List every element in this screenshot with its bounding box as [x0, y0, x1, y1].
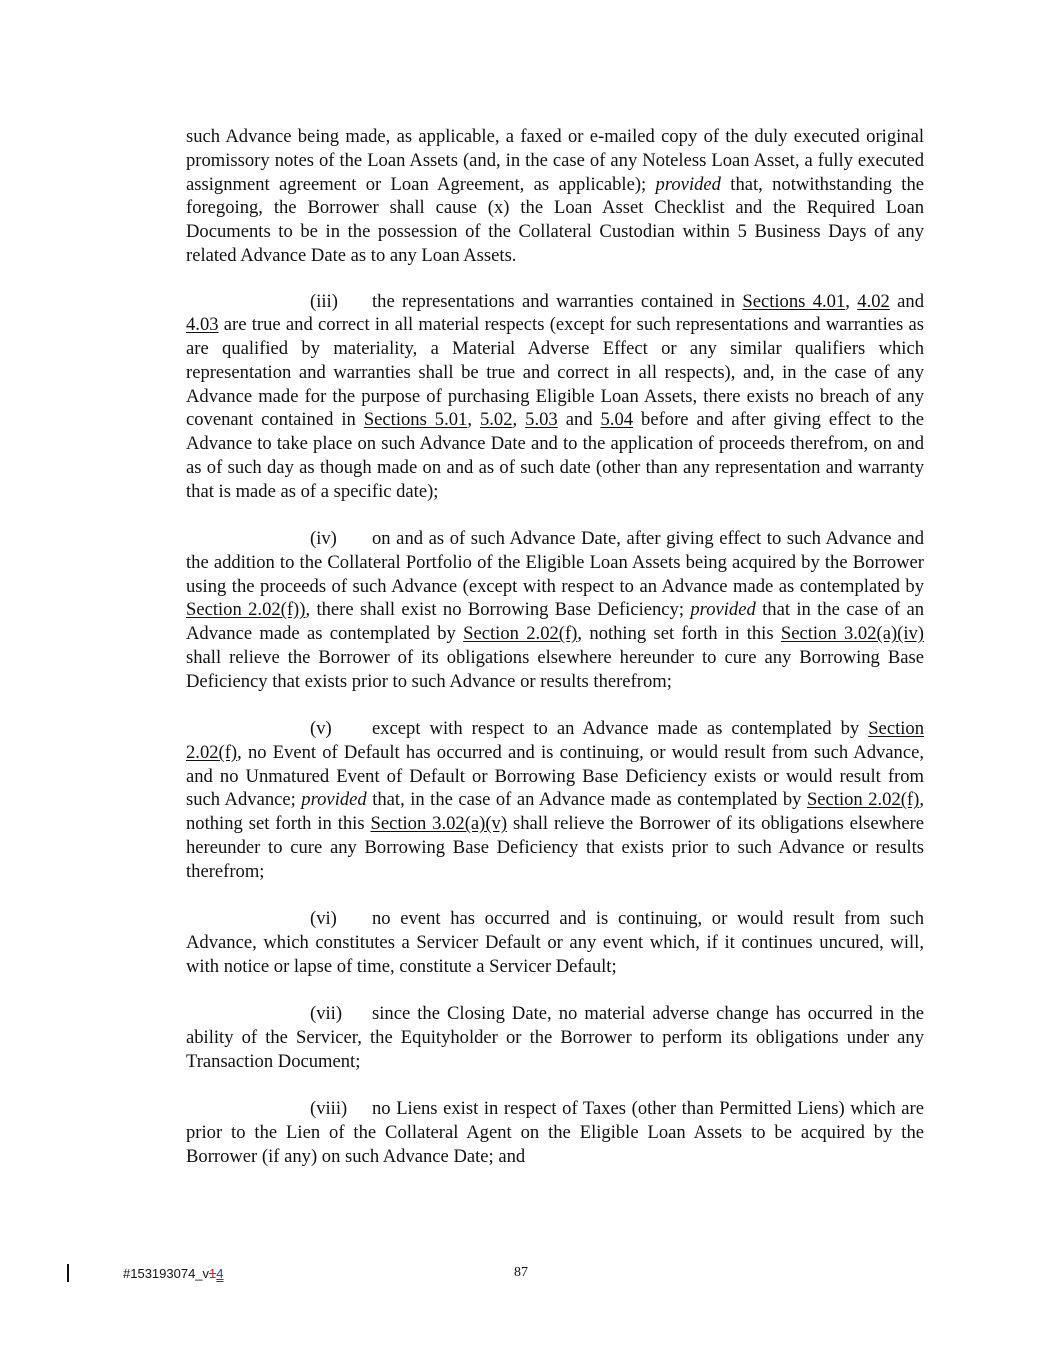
section-reference[interactable]: Sections 4.01 [742, 290, 846, 312]
clause-number: (iv) [310, 528, 337, 549]
text: , [845, 290, 858, 312]
section-reference[interactable]: Section 3.02(a)(v) [370, 813, 508, 834]
text: shall relieve the Borrower of its obligations elsewhere hereunder to cure any Borrowing Base Deficiency that exists prior to such Advance or results therefrom; [186, 646, 924, 692]
text: , nothing set forth in this [186, 789, 924, 834]
italic-term: provided [690, 599, 756, 621]
text: , no Event of Default has occurred and is continuing, or would result from such Advance, and no Unmatured Event of Default or Borrowing Base Deficiency exists or would result from such Advance; [186, 741, 924, 811]
clause-iii [186, 290, 924, 504]
section-reference[interactable]: 4.02 [857, 290, 890, 312]
document-id [123, 1266, 224, 1281]
text: , nothing set forth in this [577, 623, 781, 644]
text: no event has occurred and is continuing, or would result from such Advance, which constitutes a Servicer Default or any event which, if it continues uncured, will, with notice or lapse of time, constitute a Servicer Default; [186, 908, 924, 977]
text: that in the case of an Advance made as contemplated by [186, 599, 924, 644]
section-reference[interactable]: Section 2.02(f) [186, 718, 924, 763]
section-reference[interactable]: Section 3.02(a)(iv) [780, 623, 925, 644]
clause-vii [186, 1002, 924, 1073]
text: shall relieve the Borrower of its obligations elsewhere hereunder to cure any Borrowing Base Deficiency that exists prior to such Advance or results therefrom; [186, 813, 925, 882]
clause-number: (vii) [310, 1003, 343, 1024]
text: , [467, 409, 480, 431]
text: , there shall exist no Borrowing Base Deficiency; [305, 599, 691, 621]
section-reference[interactable]: Section 2.02(f) [806, 789, 920, 811]
italic-term: provided [301, 789, 367, 811]
clause-number: (iii) [310, 290, 338, 312]
clause-vi [186, 907, 924, 978]
text: no Liens exist in respect of Taxes (other than Permitted Liens) which are prior to the Lien of the Collateral Agent on the Eligible Loan Assets to be acquired by the Borrower (if any) on such Advance Date; and [186, 1098, 924, 1167]
text: such Advance being made, as applicable, a faxed or e-mailed copy of the duly executed original promissory notes of the Loan Assets (and, in the case of any Noteless Loan Asset, a fully executed assignment agreement or Loan Agreement, as applicable); [186, 126, 924, 195]
text: are true and correct in all material respects (except for such representations and warranties as are qualified by materiality, a Material Adverse Effect or any similar qualifiers which representation and warranties shall be true and correct in all respects), and, in the case of any Advance made for the purpose of purchasing Eligible Loan Assets, there exists no breach of any covenant contained in [186, 314, 924, 431]
doc-id-prefix: #153193074_v [123, 1266, 210, 1281]
italic-term: provided [655, 173, 721, 195]
text: that, in the case of an Advance made as contemplated by [366, 789, 807, 811]
version-deleted: 1 [209, 1266, 217, 1281]
section-reference[interactable]: Sections 5.01 [363, 409, 468, 431]
text: except with respect to an Advance made as contemplated by [372, 718, 869, 739]
intro-paragraph [186, 125, 924, 268]
text: the representations and warranties contained in [372, 290, 743, 312]
page-body [186, 125, 924, 1192]
text: and [889, 290, 925, 312]
section-reference[interactable]: Section 2.02(f) [463, 623, 578, 644]
page-number: 87 [514, 1265, 528, 1280]
clause-iv [186, 527, 924, 693]
text: since the Closing Date, no material adverse change has occurred in the ability of the Servicer, the Equityholder or the Borrower to perform its obligations under any Transaction Document; [186, 1003, 924, 1072]
section-reference[interactable]: 4.03 [186, 314, 219, 336]
text: and [557, 409, 601, 431]
clause-number: (vi) [310, 908, 337, 929]
text: , [512, 409, 526, 431]
section-reference[interactable]: 5.03 [525, 409, 558, 431]
clause-number: (v) [310, 718, 332, 739]
text: that, notwithstanding the foregoing, the Borrower shall cause (x) the Loan Asset Checklist and the Required Loan Documents to be in the possession of the Collateral Custodian within 5 Business Days of any related Advance Date as to any Loan Assets. [186, 173, 925, 266]
clause-number: (viii) [310, 1098, 348, 1119]
section-reference[interactable]: 5.04 [600, 409, 634, 431]
clause-v [186, 717, 924, 883]
version-inserted: 4 [216, 1266, 224, 1281]
text: on and as of such Advance Date, after giving effect to such Advance and the addition to the Collateral Portfolio of the Eligible Loan Assets being acquired by the Borrower using the proceeds of such Advance (except with respect to an Advance made as contemplated by [186, 528, 924, 597]
clause-viii [186, 1097, 924, 1168]
text: before and after giving effect to the Advance to take place on such Advance Date and to the application of proceeds therefrom, on and as of such day as though made on and as of such date (other than any representation and warranty that is made as of a specific date); [186, 409, 925, 502]
section-reference[interactable]: Section 2.02(f)) [186, 599, 306, 621]
change-bar [67, 1264, 69, 1282]
section-reference[interactable]: 5.02 [479, 409, 513, 431]
